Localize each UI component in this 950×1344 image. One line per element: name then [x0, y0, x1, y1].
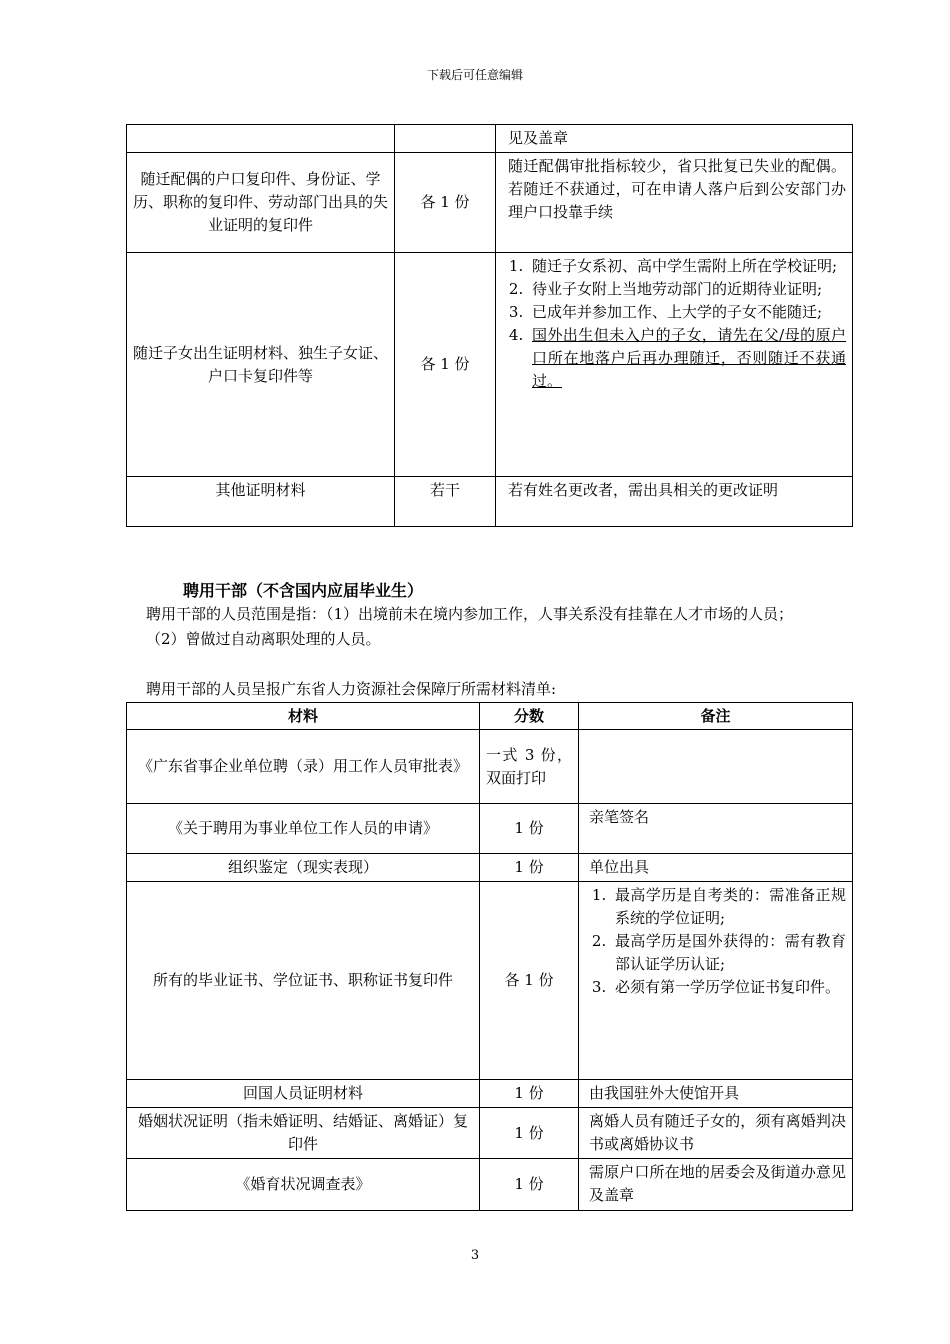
- list-item: 2. 待业子女附上当地劳动部门的近期待业证明;: [528, 278, 846, 301]
- hired-cadre-materials-table: [126, 702, 853, 1211]
- header-note: 备注: [579, 703, 853, 730]
- page-number: 3: [470, 1248, 480, 1263]
- count-cell: 各 1 份: [480, 882, 579, 1080]
- list-caption: 聘用干部的人员呈报广东省人力资源社会保障厅所需材料清单:: [146, 680, 557, 698]
- list-item: 4. 国外出生但未入户的子女，请先在父/母的原户口所在地落户后再办理随迁，否则随迁不获通过。: [528, 324, 846, 393]
- material-cell: 《广东省事企业单位聘（录）用工作人员审批表》: [127, 730, 480, 804]
- note-cell: [496, 253, 853, 477]
- note-cell: 单位出具: [579, 854, 853, 882]
- note-cell: 由我国驻外大使馆开具: [579, 1080, 853, 1108]
- note-cell: 需原户口所在地的居委会及街道办意见及盖章: [579, 1159, 853, 1211]
- list-item: 1. 随迁子女系初、高中学生需附上所在学校证明;: [528, 255, 846, 278]
- material-cell: 回国人员证明材料: [127, 1080, 480, 1108]
- note-list: [502, 255, 846, 393]
- list-item: 3. 已成年并参加工作、上大学的子女不能随迁;: [528, 301, 846, 324]
- count-cell: 若干: [395, 477, 496, 527]
- section-title: 聘用干部（不含国内应届毕业生）: [183, 581, 424, 600]
- count-cell: 各 1 份: [395, 253, 496, 477]
- table-row: [127, 730, 853, 804]
- material-cell: 《关于聘用为事业单位工作人员的申请》: [127, 804, 480, 854]
- table-row: [127, 854, 853, 882]
- note-cell: 随迁配偶审批指标较少，省只批复已失业的配偶。若随迁不获通过，可在申请人落户后到公安部门办理户口投靠手续: [496, 153, 853, 253]
- count-cell: 各 1 份: [395, 153, 496, 253]
- note-list: [585, 884, 846, 999]
- material-cell: 其他证明材料: [127, 477, 395, 527]
- material-cell: 随迁配偶的户口复印件、身份证、学历、职称的复印件、劳动部门出具的失业证明的复印件: [127, 153, 395, 253]
- header-material: 材料: [127, 703, 480, 730]
- material-cell: 所有的毕业证书、学位证书、职称证书复印件: [127, 882, 480, 1080]
- count-cell: [395, 125, 496, 153]
- table-row: [127, 477, 853, 527]
- table-row: [127, 125, 853, 153]
- count-cell: 1 份: [480, 1159, 579, 1211]
- material-cell: 《婚育状况调查表》: [127, 1159, 480, 1211]
- material-cell: 婚姻状况证明（指未婚证明、结婚证、离婚证）复印件: [127, 1108, 480, 1159]
- note-cell: [579, 882, 853, 1080]
- list-item: 2. 最高学历是国外获得的：需有教育部认证学历认证;: [611, 930, 846, 976]
- material-cell: 组织鉴定（现实表现）: [127, 854, 480, 882]
- note-cell: [579, 730, 853, 804]
- header-count: 分数: [480, 703, 579, 730]
- count-cell: 1 份: [480, 854, 579, 882]
- material-cell: [127, 125, 395, 153]
- note-cell: 若有姓名更改者，需出具相关的更改证明: [496, 477, 853, 527]
- material-cell: 随迁子女出生证明材料、独生子女证、户口卡复印件等: [127, 253, 395, 477]
- table-row: [127, 804, 853, 854]
- list-item: 3. 必须有第一学历学位证书复印件。: [611, 976, 846, 999]
- note-cell: 见及盖章: [496, 125, 853, 153]
- page-header: 下载后可任意编辑: [426, 68, 523, 82]
- note-cell: 离婚人员有随迁子女的，须有离婚判决书或离婚协议书: [579, 1108, 853, 1159]
- count-cell: 1 份: [480, 804, 579, 854]
- list-item: 1. 最高学历是自考类的：需准备正规系统的学位证明;: [611, 884, 846, 930]
- table-row: [127, 153, 853, 253]
- count-cell: 1 份: [480, 1108, 579, 1159]
- table-row: [127, 253, 853, 477]
- table-row: [127, 1080, 853, 1108]
- table-header-row: [127, 703, 853, 730]
- count-cell: 1 份: [480, 1080, 579, 1108]
- count-cell: 一式 3 份，双面打印: [480, 730, 579, 804]
- table-row: [127, 1108, 853, 1159]
- table-row: [127, 882, 853, 1080]
- table-row: [127, 1159, 853, 1211]
- accompanying-family-materials-table: [126, 124, 853, 527]
- section-intro: 聘用干部的人员范围是指：（1）出境前未在境内参加工作，人事关系没有挂靠在人才市场的人员；（2）曾做过自动离职处理的人员。: [146, 605, 794, 648]
- note-cell: 亲笔签名: [579, 804, 853, 854]
